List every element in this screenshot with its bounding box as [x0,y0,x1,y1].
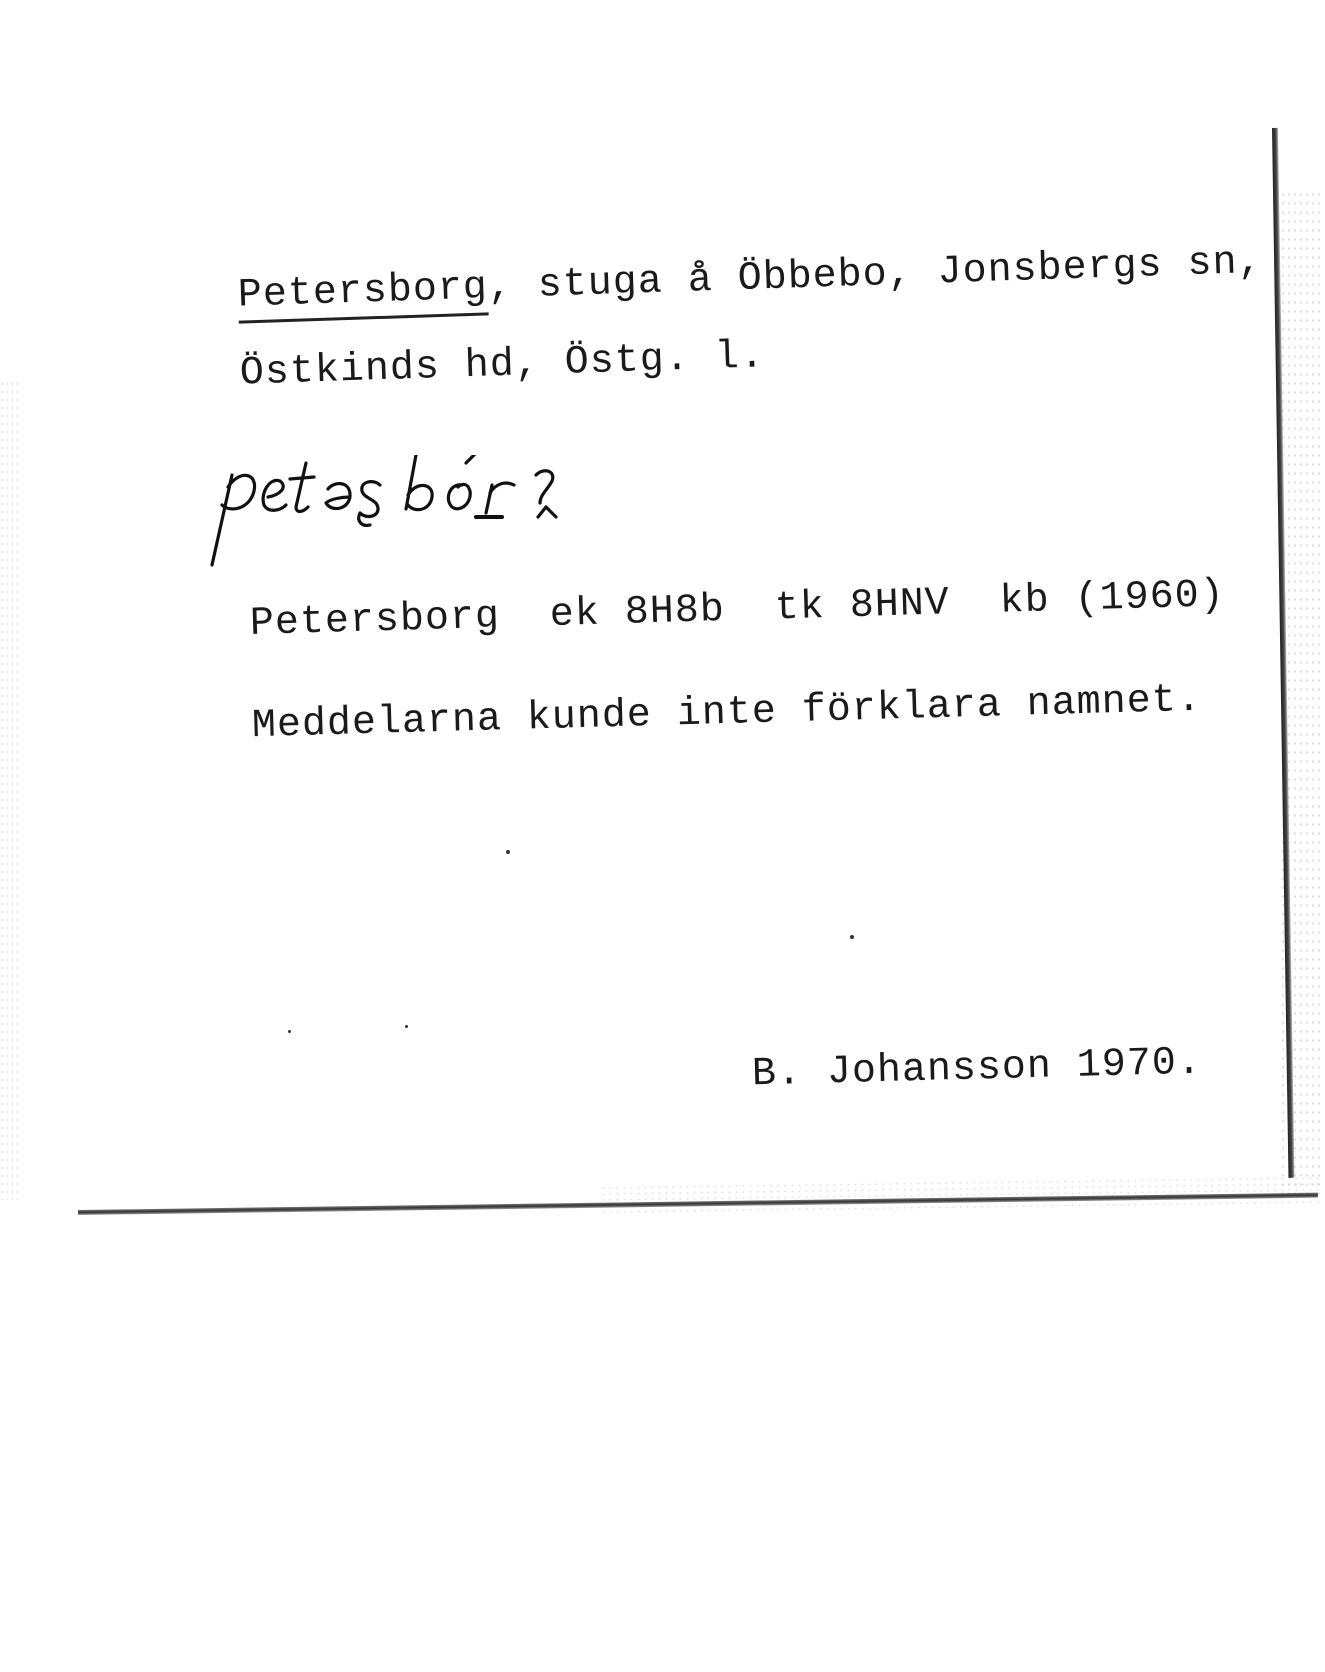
dust-dot [405,1025,408,1028]
dust-dot [506,850,510,854]
headword: Petersborg [237,265,489,323]
dust-dot [288,1030,291,1033]
note-text: Meddelarna kunde inte förklara namnet. [251,677,1203,750]
location-text: Östkinds hd, Östg. l. [239,334,766,397]
card-line-4 [150,633,1204,797]
signature-text: B. Johansson 1970. [751,1040,1203,1098]
reference-codes: Petersborg ek 8H8b tk 8HNV kb (1960) [249,573,1226,648]
scan-noise-left [0,380,20,1200]
dust-dot [850,935,854,939]
headword-description: , stuga å Öbbebo, Jonsbergs sn, [487,239,1264,311]
card-line-2 [138,289,767,445]
card-signature [650,996,1203,1145]
